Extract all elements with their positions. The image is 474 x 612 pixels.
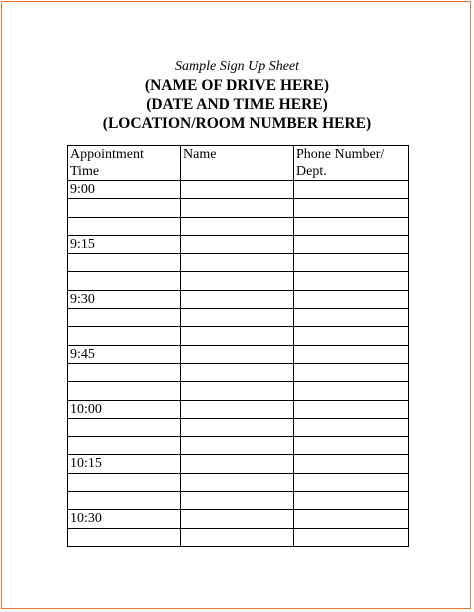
table-row: [68, 345, 409, 363]
phone-dept-cell[interactable]: [294, 510, 409, 528]
table-row: [68, 217, 409, 235]
table-row: [68, 363, 409, 381]
name-cell[interactable]: [181, 492, 294, 510]
phone-dept-cell[interactable]: [294, 327, 409, 345]
name-cell[interactable]: [181, 199, 294, 217]
table-row: [68, 510, 409, 528]
time-cell: [68, 254, 181, 272]
name-cell[interactable]: [181, 272, 294, 290]
time-cell: [68, 199, 181, 217]
column-header-appointment-time: [68, 146, 181, 181]
name-cell[interactable]: [181, 217, 294, 235]
column-header-line: Appointment: [70, 147, 144, 162]
time-cell: [68, 217, 181, 235]
table-row: [68, 327, 409, 345]
table-row: [68, 437, 409, 455]
signup-table-body: [68, 181, 409, 547]
phone-dept-cell[interactable]: [294, 492, 409, 510]
phone-dept-cell[interactable]: [294, 199, 409, 217]
name-cell[interactable]: [181, 400, 294, 418]
phone-dept-cell[interactable]: [294, 400, 409, 418]
phone-dept-cell[interactable]: [294, 345, 409, 363]
table-row: [68, 254, 409, 272]
table-row: [68, 382, 409, 400]
name-cell[interactable]: [181, 181, 294, 199]
phone-dept-cell[interactable]: [294, 272, 409, 290]
column-header-line: Time: [70, 164, 100, 179]
name-cell[interactable]: [181, 254, 294, 272]
time-cell: 9:00: [68, 181, 181, 199]
name-cell[interactable]: [181, 510, 294, 528]
name-cell[interactable]: [181, 363, 294, 381]
phone-dept-cell[interactable]: [294, 455, 409, 473]
table-row: [68, 492, 409, 510]
time-cell: 9:30: [68, 290, 181, 308]
phone-dept-cell[interactable]: [294, 290, 409, 308]
column-header-line: Phone Number/: [296, 147, 385, 162]
location-line: (LOCATION/ROOM NUMBER HERE): [102, 115, 372, 132]
table-row: [68, 181, 409, 199]
table-row: [68, 400, 409, 418]
time-cell: [68, 492, 181, 510]
name-cell[interactable]: [181, 327, 294, 345]
name-cell[interactable]: [181, 473, 294, 491]
time-cell: [68, 473, 181, 491]
name-cell[interactable]: [181, 345, 294, 363]
signup-table: [67, 145, 409, 547]
name-cell[interactable]: [181, 418, 294, 436]
time-cell: [68, 382, 181, 400]
sheet-subtitle: Sample Sign Up Sheet: [174, 59, 300, 74]
table-row: [68, 290, 409, 308]
time-cell: [68, 272, 181, 290]
name-cell[interactable]: [181, 309, 294, 327]
column-header-name: [181, 146, 294, 181]
time-cell: [68, 528, 181, 546]
time-cell: 10:15: [68, 455, 181, 473]
name-cell[interactable]: [181, 455, 294, 473]
name-cell[interactable]: [181, 528, 294, 546]
table-row: [68, 272, 409, 290]
phone-dept-cell[interactable]: [294, 363, 409, 381]
column-header-line: Dept.: [296, 164, 327, 179]
time-cell: 9:45: [68, 345, 181, 363]
name-cell[interactable]: [181, 235, 294, 253]
date-time-line: (DATE AND TIME HERE): [146, 96, 328, 113]
phone-dept-cell[interactable]: [294, 382, 409, 400]
header-row: [68, 146, 409, 181]
table-row: [68, 418, 409, 436]
table-row: [68, 528, 409, 546]
table-row: [68, 199, 409, 217]
time-cell: [68, 418, 181, 436]
time-cell: [68, 327, 181, 345]
phone-dept-cell[interactable]: [294, 528, 409, 546]
phone-dept-cell[interactable]: [294, 181, 409, 199]
time-cell: 10:30: [68, 510, 181, 528]
phone-dept-cell[interactable]: [294, 473, 409, 491]
time-cell: [68, 363, 181, 381]
name-cell[interactable]: [181, 382, 294, 400]
sheet-header: [0, 58, 474, 133]
phone-dept-cell[interactable]: [294, 309, 409, 327]
table-row: [68, 309, 409, 327]
column-header-line: Name: [183, 147, 217, 162]
name-cell[interactable]: [181, 290, 294, 308]
phone-dept-cell[interactable]: [294, 235, 409, 253]
table-row: [68, 235, 409, 253]
table-row: [68, 455, 409, 473]
time-cell: [68, 437, 181, 455]
time-cell: 9:15: [68, 235, 181, 253]
phone-dept-cell[interactable]: [294, 437, 409, 455]
drive-name-line: (NAME OF DRIVE HERE): [144, 77, 330, 94]
phone-dept-cell[interactable]: [294, 254, 409, 272]
time-cell: [68, 309, 181, 327]
column-header-phone-dept: [294, 146, 409, 181]
phone-dept-cell[interactable]: [294, 418, 409, 436]
phone-dept-cell[interactable]: [294, 217, 409, 235]
name-cell[interactable]: [181, 437, 294, 455]
table-row: [68, 473, 409, 491]
time-cell: 10:00: [68, 400, 181, 418]
